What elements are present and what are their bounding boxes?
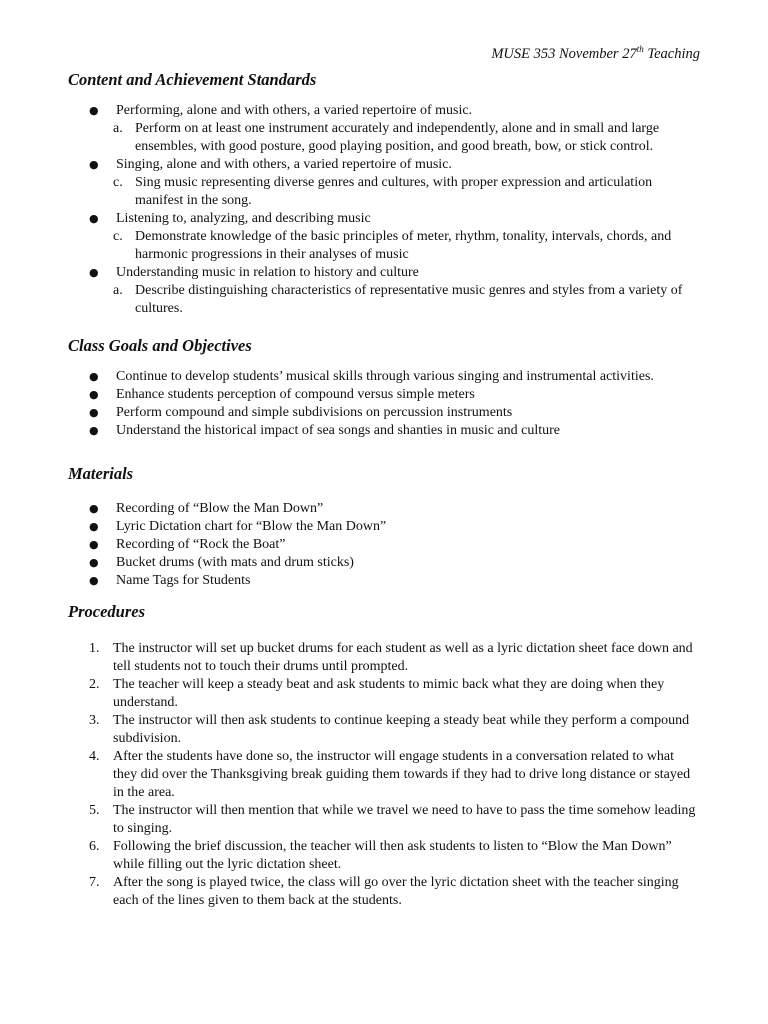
step-number: 5. bbox=[89, 803, 100, 818]
step-number: 7. bbox=[89, 875, 100, 890]
standard-text: Performing, alone and with others, a varied repertoire of music. bbox=[116, 103, 473, 118]
list-item bbox=[68, 102, 700, 156]
sub-text: Describe distinguishing characteristics of representative music genres and styles from a variety of cultures. bbox=[135, 283, 683, 316]
list-item bbox=[68, 874, 700, 910]
step-number: 2. bbox=[89, 677, 100, 692]
list-item: ● Understand the historical impact of sea songs and shanties in music and culture bbox=[68, 422, 700, 440]
sub-text: Perform on at least one instrument accurately and independently, alone and in small and large ensembles, with good posture, good playing position, and good breath, bow, or stick control. bbox=[135, 121, 660, 154]
materials-section bbox=[68, 464, 700, 590]
sub-item bbox=[68, 282, 700, 318]
list-item bbox=[68, 712, 700, 748]
list-item: ● Continue to develop students’ musical skills through various singing and instrumental activities. bbox=[68, 368, 700, 386]
goals-list bbox=[68, 368, 700, 440]
goals-section bbox=[68, 336, 700, 440]
list-item: ● Recording of “Blow the Man Down” bbox=[68, 500, 700, 518]
step-number: 4. bbox=[89, 749, 100, 764]
materials-list bbox=[68, 500, 700, 590]
list-item bbox=[68, 676, 700, 712]
header-course: MUSE 353 November 27 bbox=[491, 46, 637, 62]
step-text: The instructor will set up bucket drums for each student as well as a lyric dictation sheet face down and tell students not to touch their drums until prompted. bbox=[113, 641, 693, 674]
sub-marker: c. bbox=[113, 229, 123, 244]
list-item bbox=[68, 156, 700, 210]
list-item bbox=[68, 802, 700, 838]
sub-item bbox=[68, 120, 700, 156]
standards-section bbox=[68, 70, 700, 318]
list-item: ● Name Tags for Students bbox=[68, 572, 700, 590]
document-body bbox=[68, 70, 700, 910]
goals-heading: Class Goals and Objectives bbox=[68, 336, 252, 355]
standard-text: Listening to, analyzing, and describing music bbox=[116, 211, 371, 226]
step-text: After the students have done so, the instructor will engage students in a conversation related to what they did over the Thanksgiving break guiding them towards if they had to drive long distance or stayed in the area. bbox=[113, 749, 691, 800]
materials-heading: Materials bbox=[68, 464, 134, 483]
step-number: 6. bbox=[89, 839, 100, 854]
sub-marker: c. bbox=[113, 175, 123, 190]
list-item: ● Lyric Dictation chart for “Blow the Man Down” bbox=[68, 518, 700, 536]
sub-text: Sing music representing diverse genres and cultures, with proper expression and articulation manifest in the song. bbox=[135, 175, 653, 208]
step-number: 3. bbox=[89, 713, 100, 728]
procedures-heading: Procedures bbox=[68, 602, 145, 621]
standards-list bbox=[68, 102, 700, 318]
list-item bbox=[68, 210, 700, 264]
sub-marker: a. bbox=[113, 283, 123, 298]
standard-text: Understanding music in relation to history and culture bbox=[116, 265, 419, 280]
procedures-section bbox=[68, 602, 700, 910]
sub-item bbox=[68, 174, 700, 210]
standard-text: Singing, alone and with others, a varied repertoire of music. bbox=[116, 157, 452, 172]
list-item bbox=[68, 838, 700, 874]
step-text: After the song is played twice, the class will go over the lyric dictation sheet with the teacher singing each of the lines given to them back at the students. bbox=[113, 875, 679, 908]
header-superscript: th bbox=[636, 44, 644, 55]
standards-heading: Content and Achievement Standards bbox=[68, 70, 317, 89]
list-item: ● Perform compound and simple subdivisions on percussion instruments bbox=[68, 404, 700, 422]
step-number: 1. bbox=[89, 641, 100, 656]
step-text: The teacher will keep a steady beat and ask students to mimic back what they are doing when they understand. bbox=[113, 677, 665, 710]
sub-marker: a. bbox=[113, 121, 123, 136]
list-item: ● Enhance students perception of compound versus simple meters bbox=[68, 386, 700, 404]
list-item: ● Recording of “Rock the Boat” bbox=[68, 536, 700, 554]
header-suffix: Teaching bbox=[643, 46, 700, 62]
list-item: ● Bucket drums (with mats and drum sticks) bbox=[68, 554, 700, 572]
sub-item bbox=[68, 228, 700, 264]
step-text: The instructor will then mention that while we travel we need to have to pass the time somehow leading to singing. bbox=[113, 803, 696, 836]
list-item bbox=[68, 264, 700, 318]
sub-text: Demonstrate knowledge of the basic principles of meter, rhythm, tonality, intervals, chords, and harmonic progressions in their analyses of music bbox=[135, 229, 672, 262]
page-header bbox=[491, 45, 700, 63]
procedures-list bbox=[68, 640, 700, 910]
list-item bbox=[68, 748, 700, 802]
step-text: The instructor will then ask students to continue keeping a steady beat while they perform a compound subdivision. bbox=[113, 713, 690, 746]
list-item bbox=[68, 640, 700, 676]
step-text: Following the brief discussion, the teacher will then ask students to listen to “Blow the Man Down” while filling out the lyric dictation sheet. bbox=[113, 839, 672, 872]
